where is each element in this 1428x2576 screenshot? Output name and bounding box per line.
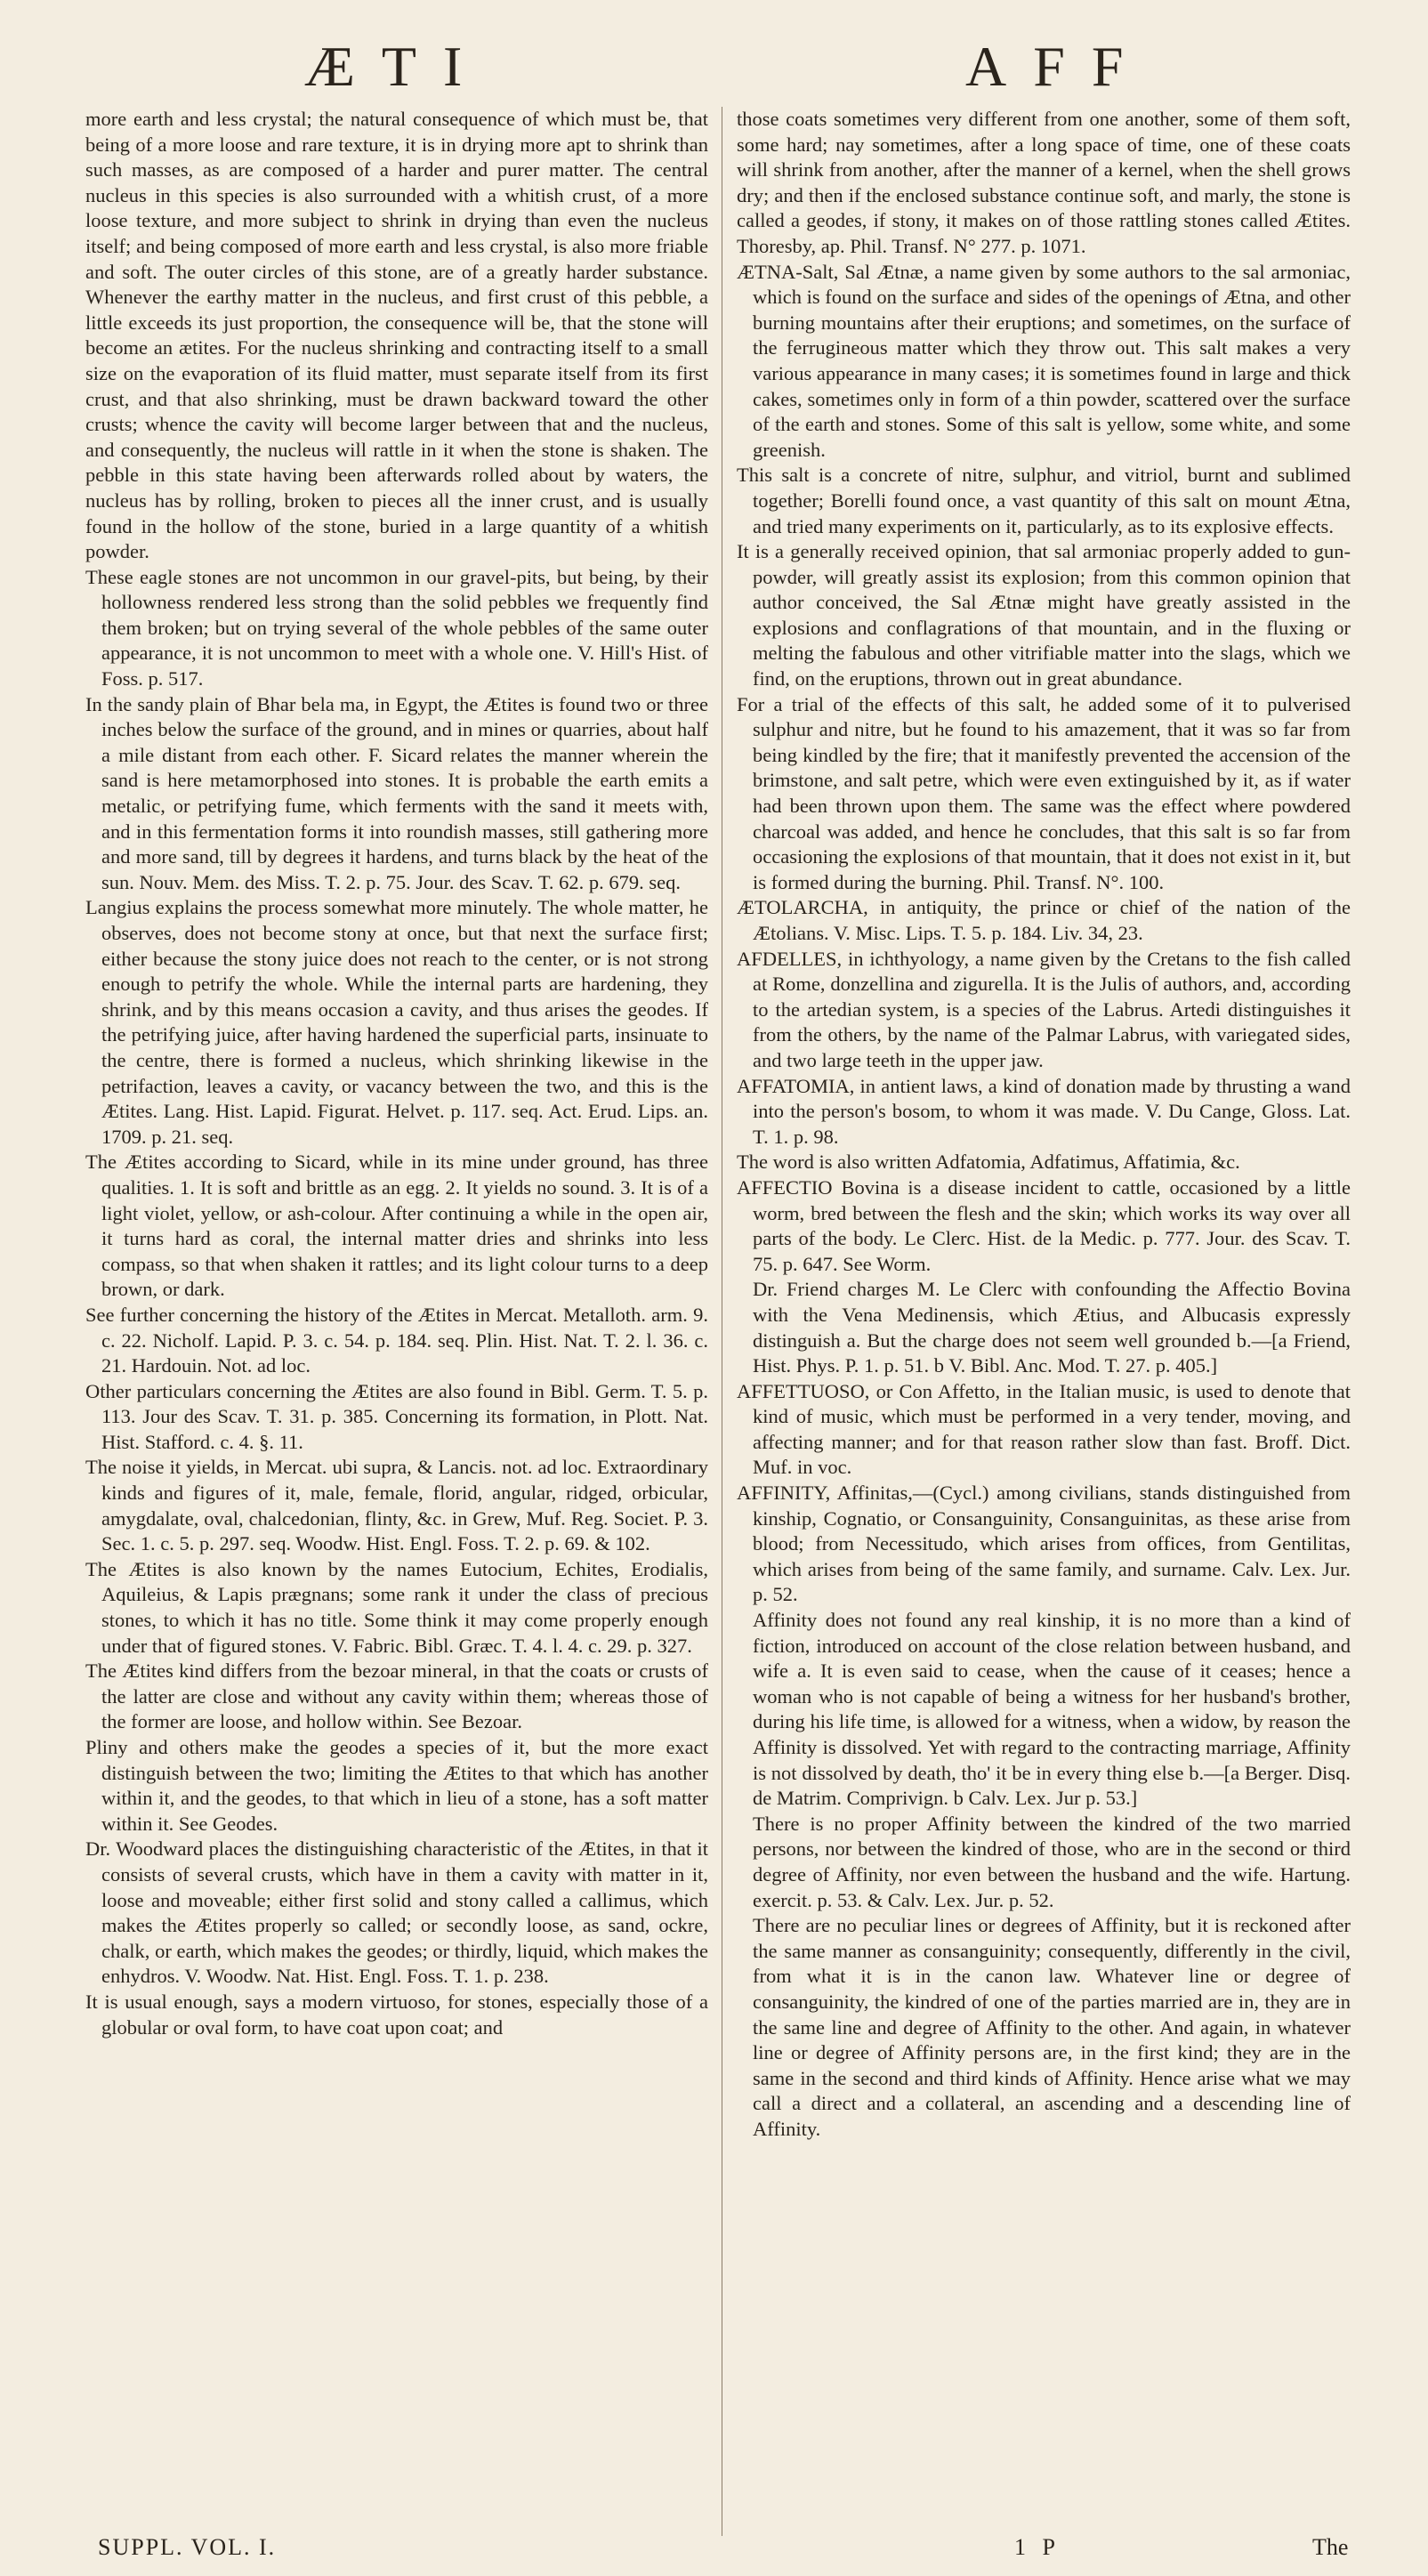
entry-affettuoso: AFFETTUOSO, or Con Affetto, in the Italian music, is used to denote that kind of music, which must be performed in a very tender, moving, and affecting manner; and for that reason rather slow than fast. Broff. Dict. Muf. in voc. bbox=[737, 1379, 1351, 1479]
paragraph: It is a generally received opinion, that sal armoniac properly added to gun-powder, will greatly assist its explosion; from this common opinion that author conceived, the Sal Ætnæ might have greatly assisted in the explosions and conflagrations of that mountain, and in the fluxing or melting the fabulous and other vitrifiable matter into the slags, which we find, on the eruptions, thrown out in great abundance. bbox=[737, 540, 1351, 690]
paragraph: Other particulars concerning the Ætites are also found in Bibl. Germ. T. 5. p. 113. Jour des Scav. T. 31. p. 385. Concerning its formation, in Plott. Nat. Hist. Stafford. c. 4. §. 11. bbox=[85, 1379, 708, 1453]
paragraph: It is usual enough, says a modern virtuoso, for stones, especially those of a globular or oval form, to have coat upon coat; and bbox=[85, 1990, 708, 2039]
paragraph: The Ætites kind differs from the bezoar mineral, in that the coats or crusts of the latter are close and without any cavity within them; whereas those of the former are loose, and hollow within. See Bezoar. bbox=[85, 1659, 708, 1733]
paragraph: For a trial of the effects of this salt, he added some of it to pulverised sulphur and nitre, but he found to his amazement, that it was so far from being kindled by the fire; that it manifestly prevented the accension of the brimstone, and salt petre, which were even extinguished by it, as if water had been thrown upon them. The same was the effect where powdered charcoal was added, and hence he concludes, that this salt is so far from occasioning the explosions of that mountain, that it does not exist in it, but is formed during the burning. Phil. Transf. N°. 100. bbox=[737, 692, 1351, 893]
paragraph: more earth and less crystal; the natural consequence of which must be, that being of a more loose and rare texture, it is in drying more apt to shrink than such masses, as are composed of a harder and purer matter. The central nucleus in this species is also surrounded with a whitish crust, of a more loose texture, and more subject to shrink in drying than even the nucleus itself; and being composed of more earth and less crystal, is also more friable and soft. The outer circles of this stone, are of a greatly harder substance. Whenever the earthy matter in the nucleus, and first crust of this pebble, a little exceeds its just proportion, the consequence will be, that the stone will become an ætites. For the nucleus shrinking and contracting itself to a small size on the evaporation of its fluid matter, must separate itself from its first crust, and that also shrinking, must be drawn backward toward the other crusts; whence the cavity will become larger between that and the nucleus, and consequently, the nucleus will rattle in it when the stone is shaken. The pebble in this state having been afterwards rolled about by waters, the nucleus has by rolling, broken to pieces all the inner crust, and is usually found in the hollow of the stone, buried in a large quantity of a whitish powder. bbox=[85, 108, 708, 563]
entry-affinity: AFFINITY, Affinitas,—(Cycl.) among civilians, stands distinguished from kinship, Cognatio, or Consanguinity, Consanguinitas, as these arise from blood; from Necessitudo, which arises from offices, from Gentilitas, which arises from being of the same family, and surname. Calv. Lex. Jur. p. 52. bbox=[737, 1482, 1351, 1606]
gathering-mark: 1 P bbox=[1014, 2534, 1061, 2560]
paragraph: There is no proper Affinity between the kindred of the two married persons, nor between the kindred of those, who are in the second or third degree of Affinity, nor even between the husband and the wife. Hartung. exercit. p. 53. & Calv. Lex. Jur. p. 52. bbox=[753, 1812, 1351, 1911]
paragraph: The word is also written Adfatomia, Adfatimus, Affatimia, &c. bbox=[737, 1151, 1240, 1174]
paragraph: Pliny and others make the geodes a species of it, but the more exact distinguish between the two; limiting the Ætites to that which has another within it, and the geodes, to that which in lieu of a stone, has a soft matter within it. See Geodes. bbox=[85, 1736, 708, 1835]
paragraph: This salt is a concrete of nitre, sulphur, and vitriol, burnt and sublimed together; Borelli found once, a vast quantity of this salt on mount Ætna, and tried many experiments on it, particularly, as to its explosive effects. bbox=[737, 464, 1351, 537]
paragraph: Dr. Woodward places the distinguishing characteristic of the Ætites, in that it consists of several crusts, which have in them a cavity with matter in it, loose and moveable; either first solid and stony called a callimus, which makes the Ætites properly so called; or secondly loose, as sand, ockre, chalk, or earth, which makes the geodes; or thirdly, liquid, which makes the enhydros. V. Woodw. Nat. Hist. Engl. Foss. T. 1. p. 238. bbox=[85, 1837, 708, 1988]
paragraph: In the sandy plain of Bhar bela ma, in Egypt, the Ætites is found two or three inches below the surface of the ground, and in mines or quarries, about half a mile distant from each other. F. Sicard relates the manner wherein the sand is here metamorphosed into stones. It is probable the earth emits a metalic, or petrifying fume, which ferments with the sand it meets with, and in this fermentation forms it into roundish masses, still gathering more and more sand, till by degrees it hardens, and turns black by the heat of the sun. Nouv. Mem. des Miss. T. 2. p. 75. Jour. des Scav. T. 62. p. 679. seq. bbox=[85, 692, 708, 893]
left-column bbox=[85, 107, 708, 2040]
signature-mark: SUPPL. VOL. I. bbox=[98, 2534, 277, 2560]
paragraph: The Ætites is also known by the names Eutocium, Echites, Erodialis, Aquileius, & Lapis prægnans; some rank it under the class of precious stones, to which it has no title. Some think it may come properly enough under that of figured stones. V. Fabric. Bibl. Græc. T. 4. l. 4. c. 29. p. 327. bbox=[85, 1557, 708, 1657]
paragraph: Affinity does not found any real kinship, it is no more than a kind of fiction, introduced on account of the close relation between husband, and wife a. It is even said to cease, when the cause of it ceases; hence a woman who is not capable of being a witness for her husband's brother, during his life time, is allowed for a witness, when a widow, by reason the Affinity is dissolved. Yet with regard to the contracting marriage, Affinity is not dissolved by death, tho' it be in every thing else b.—[a Berger. Disq. de Matrim. Comprivign. b Calv. Lex. Jur p. 53.] bbox=[753, 1609, 1351, 1810]
entry-aetna-salt: ÆTNA-Salt, Sal Ætnæ, a name given by some authors to the sal armoniac, which is found on the surface and sides of the openings of Ætna, and other burning mountains after their eruptions; and sometimes, on the surface of the ferrugineous matter which they throw out. This salt makes a very various appearance in many cases; it is sometimes found in large and thick cakes, sometimes only in form of a thin powder, scattered over the surface of the earth and stones. Some of this salt is yellow, some white, and some greenish. bbox=[737, 260, 1351, 461]
paragraph: See further concerning the history of the Ætites in Mercat. Metalloth. arm. 9. c. 22. Nicholf. Lapid. P. 3. c. 54. p. 184. seq. Plin. Hist. Nat. T. 2. l. 36. c. 21. Hardouin. Not. ad loc. bbox=[85, 1303, 708, 1377]
right-column bbox=[737, 107, 1351, 2143]
running-head-right: AFF bbox=[965, 35, 1150, 98]
catchword: The bbox=[1312, 2534, 1349, 2560]
running-head-left: ÆTI bbox=[304, 35, 489, 98]
paragraph: There are no peculiar lines or degrees of Affinity, but it is reckoned after the same manner as consanguinity; consequently, differently in the civil, from what it is in the canon law. Whatever line or degree of consanguinity, the kindred of one of the parties married are in, they are in the same line and degree of Affinity to the other. And again, in whatever line or degree of Affinity persons are, in the first kind; they are in the same in the second and third kinds of Affinity. Hence arise what we may call a direct and a collateral, an ascending and a descending line of Affinity. bbox=[753, 1914, 1351, 2140]
paragraph: those coats sometimes very different from one another, some of them soft, some hard; nay sometimes, after a long space of time, one of these coats will shrink from another, after the manner of a kernel, when the shell grows dry; and then if the enclosed substance continue soft, and marly, the stone is called a geodes, if stony, it makes on of those rattling stones called Ætites. Thoresby, ap. Phil. Transf. N° 277. p. 1071. bbox=[737, 108, 1351, 257]
paragraph: These eagle stones are not uncommon in our gravel-pits, but being, by their hollowness rendered less strong than the solid pebbles we frequently find them broken; but on trying several of the whole pebbles of the same outer appearance, it is not uncommon to meet with a whole one. V. Hill's Hist. of Foss. p. 517. bbox=[85, 565, 708, 690]
paragraph: Dr. Friend charges M. Le Clerc with confounding the Affectio Bovina with the Vena Medinensis, which Ætius, and Albucasis expressly distinguish a. But the charge does not seem well grounded b.—[a Friend, Hist. Phys. P. 1. p. 51. b V. Bibl. Anc. Mod. T. 27. p. 405.] bbox=[753, 1278, 1351, 1377]
entry-afdelles: AFDELLES, in ichthyology, a name given by the Cretans to the fish called at Rome, donzellina and zigurella. It is the Julis of authors, and, according to the artedian system, is a species of the Labrus. Artedi distinguishes it from the others, by the name of the Palmar Labrus, with variegated sides, and two large teeth in the upper jaw. bbox=[737, 947, 1351, 1071]
paragraph: Langius explains the process somewhat more minutely. The whole matter, he observes, does not become stony at once, but that next the surface first; either because the stony juice does not reach to the center, or is not strong enough to petrify the whole. While the internal parts are hardening, they shrink, and by this means occasion a cavity, and thus arises the geodes. If the petrifying juice, after having hardened the superficial parts, insinuate to the centre, there is formed a nucleus, which shrinking likewise in the petrifaction, leaves a cavity, or vacancy between the two, and this is the Ætites. Lang. Hist. Lapid. Figurat. Helvet. p. 117. seq. Act. Erud. Lips. an. 1709. p. 21. seq. bbox=[85, 896, 708, 1148]
entry-aetolarcha: ÆTOLARCHA, in antiquity, the prince or chief of the nation of the Ætolians. V. Misc. Lips. T. 5. p. 184. Liv. 34, 23. bbox=[737, 896, 1351, 944]
entry-affatomia: AFFATOMIA, in antient laws, a kind of donation made by thrusting a wand into the person's bosom, to whom it was made. V. Du Cange, Gloss. Lat. T. 1. p. 98. bbox=[737, 1074, 1351, 1148]
paragraph: The noise it yields, in Mercat. ubi supra, & Lancis. not. ad loc. Extraordinary kinds and figures of it, male, female, florid, angular, ridged, orbicular, amygdalate, oval, chalcedonian, flinty, &c. in Grew, Muf. Reg. Societ. P. 3. Sec. 1. c. 5. p. 297. seq. Woodw. Hist. Engl. Foss. T. 2. p. 69. & 102. bbox=[85, 1456, 708, 1555]
entry-affectio: AFFECTIO Bovina is a disease incident to cattle, occasioned by a little worm, bred between the flesh and the skin; which works its way over all parts of the body. Le Clerc. Hist. de la Medic. p. 777. Jour. des Scav. T. 75. p. 647. See Worm. bbox=[737, 1175, 1351, 1275]
paragraph: The Ætites according to Sicard, while in its mine under ground, has three qualities. 1. It is soft and brittle as an egg. 2. It yields no sound. 3. It is of a light violet, yellow, or ash-colour. After continuing a while in the open air, it turns hard as coral, the internal matter dries and shrinks into less compass, so that when shaken it rattles; and its light colour turns to a deep brown, or dark. bbox=[85, 1151, 708, 1301]
